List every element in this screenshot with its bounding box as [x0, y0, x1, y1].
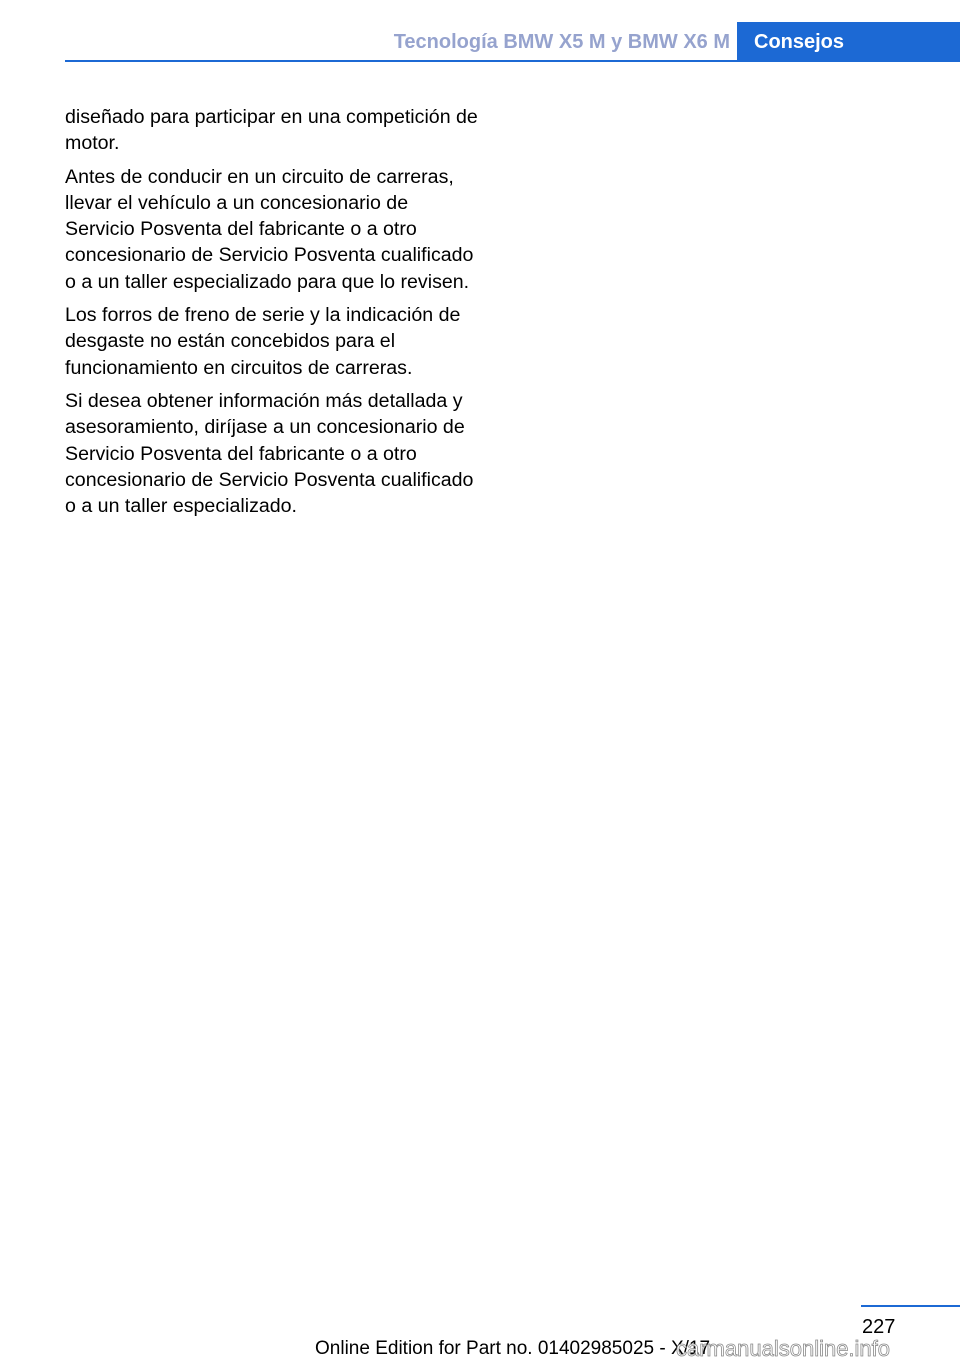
page-number: 227	[862, 1316, 896, 1338]
running-header-title: Tecnología BMW X5 M y BMW X6 M	[393, 31, 730, 53]
watermark: carmanualsonline.info	[676, 1336, 891, 1361]
paragraph: Antes de conducir en un circuito de carreras, llevar el vehículo a un concesionario de Servicio Posventa del fabricante o a otro concesionario de Servicio Posventa cualificado o a un taller especializado para que lo revisen.	[65, 165, 474, 293]
paragraph: Los forros de freno de serie y la indicación de desgaste no están concebidos para el funcionamiento en circuitos de carreras.	[65, 304, 461, 379]
header-rule	[65, 60, 737, 62]
edition-footer: Online Edition for Part no. 01402985025 - X/17	[315, 1338, 711, 1359]
footer-rule	[861, 1305, 960, 1307]
paragraph: Si desea obtener información más detallada y asesoramiento, diríjase a un concesionario de Servicio Posventa del fabricante o a otro concesionario de Servicio Posventa cualificado o a un taller especializado.	[65, 389, 474, 518]
chapter-tab-label: Consejos	[754, 31, 845, 53]
chapter-tab	[737, 22, 960, 62]
body-text-column	[65, 104, 483, 526]
paragraph: diseñado para participar en una competición de motor.	[65, 106, 478, 155]
